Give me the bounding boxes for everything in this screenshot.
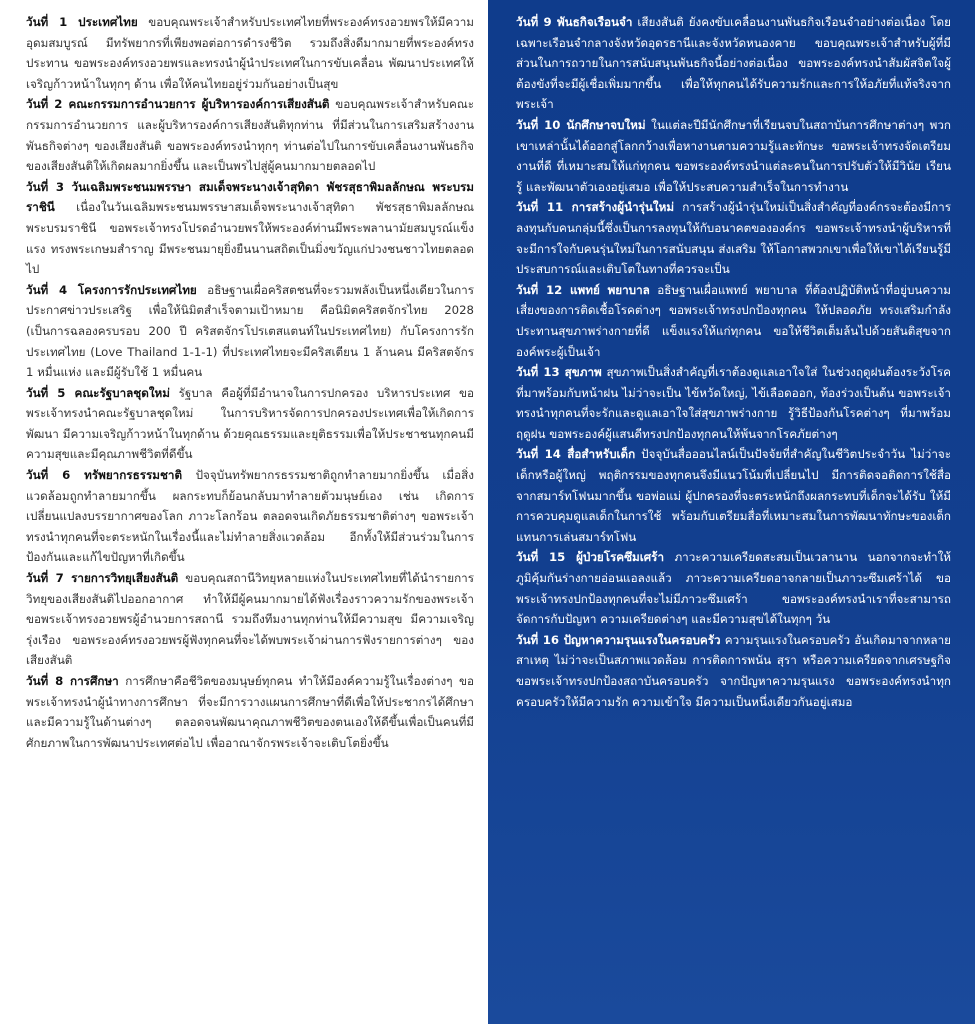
day-text: ขอบคุณสถานีวิทยุหลายแห่งในประเทศไทยที่ได้นำรายการวิทยุของเสียงสันติไปออกอากาศ ทำให้มีผู้คนมากมายได้ฟังเรื่องราวความรักของพระเจ้า ขอพระเจ้าทรงอวยพรผู้อำนวยการสถานี รวมถึงทีมงานทุกท่านให้มีความสุข มีความเจริญรุ่งเรือง ขอพระองค์ทรงอวยพรผู้ฟังทุกคนที่จะได้พบพระเจ้าผ่านการฟังรายการต่างๆ ของเสียงสันติ (26, 571, 474, 668)
prayer-day-8 (26, 671, 474, 753)
day-title: วันที่ 7 รายการวิทยุเสียงสันติ (26, 571, 179, 586)
prayer-day-5 (26, 383, 474, 465)
day-text: ขอบคุณพระเจ้าสำหรับคณะกรรมการอำนวยการ และผู้บริหารองค์การเสียงสันติทุกท่าน ที่มีส่วนในการเสริมสร้างงานพันธกิจต่างๆ ของเสียงสันติ ขอพระองค์ทรงนำทุกๆ ท่านต่อไปในการขับเคลื่อนงานพันธกิจของเสียงสันติให้เกิดผลมากยิ่งขึ้น และเป็นพรไปสู่ผู้คนมากมายตลอดไป (26, 97, 474, 174)
day-title: วันที่ 13 สุขภาพ (516, 365, 602, 380)
right-column (488, 0, 975, 1024)
day-title: วันที่ 10 นักศึกษาจบใหม่ (516, 117, 646, 132)
day-title: วันที่ 15 ผู้ป่วยโรคซึมเศร้า (516, 550, 665, 565)
day-text: เนื่องในวันเฉลิมพระชนมพรรษาสมเด็จพระนางเจ้าสุทิดา พัชรสุธาพิมลลักษณ พระบรมราชินี ขอพระเจ้าทรงโปรดอำนวยพรให้พระองค์ท่านมีพระพลานามัยสมบูรณ์แข็งแรง ทรงพระเกษมสำราญ มีพระชนมายุยิ่งยืนนานสถิตเป็นมิ่งขวัญแก่ปวงชนชาวไทยตลอดไป (26, 200, 474, 277)
prayer-day-3 (26, 177, 474, 280)
prayer-day-1 (26, 12, 474, 94)
prayer-day-6 (26, 465, 474, 568)
day-title: วันที่ 1 ประเทศไทย (26, 15, 138, 29)
day-text: ปัจจุบันสื่อออนไลน์เป็นปัจจัยที่สำคัญในชีวิตประจำวัน ไม่ว่าจะเด็กหรือผู้ใหญ่ พฤติกรรมของทุกคนจึงมีแนวโน้มที่เปลี่ยนไป มีการติดจอติดการใช้สื่อจากสมาร์ทโฟนมากขึ้น ขอพ่อแม่ ผู้ปกครองที่จะตระหนักถึงผลกระทบที่เด็กจะได้รับ ให้มีการควบคุมดูแลเด็กในการใช้ พร้อมกับเตรียมสื่อที่เหมาะสมในการพัฒนาทักษะของเด็กแทนการเล่นสมาร์ทโฟน (516, 447, 952, 544)
day-title: วันที่ 6 ทรัพยากรธรรมชาติ (26, 468, 183, 483)
day-text: ภาวะความเครียดสะสมเป็นเวลานาน นอกจากจะทำให้ภูมิคุ้มกันร่างกายอ่อนแอลงแล้ว ภาวะความเครียดอาจกลายเป็นภาวะซึมเศร้าได้ ขอพระเจ้าทรงปกป้องทุกคนที่จะไม่มีภาวะซึมเศร้า ขอพระองค์ทรงนำเราที่จะสามารถจัดการกับปัญหา ความเครียดต่างๆ และมีความสุขได้ในทุกๆ วัน (516, 550, 951, 627)
day-text: ในแต่ละปีมีนักศึกษาที่เรียนจบในสถาบันการศึกษาต่างๆ พวกเขาเหล่านั้นได้ออกสู่โลกกว้างเพื่อหางานตามความรู้และทักษะ ขอพระเจ้าทรงจัดเตรียมงานที่ดี ที่เหมาะสมให้แก่ทุกคน ขอพระองค์ทรงนำแต่ละคนในการปรับตัวให้มีวินัย เรียนรู้ และพัฒนาตัวเองอยู่เสมอ เพื่อให้ประสบความสำเร็จในการทำงาน (516, 117, 952, 194)
prayer-day-13 (516, 362, 951, 444)
prayer-day-11 (516, 197, 951, 279)
prayer-day-7 (26, 568, 474, 671)
day-text: ความรุนแรงในครอบครัว อันเกิดมาจากหลายสาเหตุ ไม่ว่าจะเป็นสภาพแวดล้อม การติดการพนัน สุรา หรือความเครียดจากเศรษฐกิจ ขอพระเจ้าทรงปกป้องสถาบันครอบครัว จากปัญหาความรุนแรง ขอพระองค์ทรงนำทุกครอบครัวให้มีความรัก ความเข้าใจ มีความเป็นหนึ่งเดียวกันอยู่เสมอ (516, 632, 951, 709)
prayer-day-10 (516, 115, 951, 197)
day-text: การศึกษาคือชีวิตของมนุษย์ทุกคน ทำให้มีองค์ความรู้ในเรื่องต่างๆ ขอพระเจ้าทรงนำผู้นำทางการศึกษา ที่จะมีการวางแผนการศึกษาที่ดีเพื่อให้ประชากรได้ศึกษาและมีความรู้ในด้านต่างๆ ตลอดจนพัฒนาคุณภาพชีวิตของตนเองให้ดีขึ้นเพื่อเป็นคนที่มีศักยภาพในการพัฒนาประเทศต่อไป เพื่ออาณาจักรพระเจ้าจะเติบโตยิ่งขึ้น (26, 674, 474, 750)
day-text: อธิษฐานเผื่อคริสตชนที่จะรวมพลังเป็นหนึ่งเดียวในการประกาศข่าวประเสริฐ เพื่อให้นิมิตสำเร็จตามเป้าหมาย คือนิมิตคริสตจักรไทย 2028 (เป็นการฉลองครบรอบ 200 ปี คริสตจักรโปรเตสแตนท์ในประเทศไทย) กับโครงการรักประเทศไทย (Love Thailand 1-1-1) ที่ประเทศไทยจะมีคริสเตียน 1 ล้านคน มีคริสตจักร 1 หมื่นแห่ง และมีผู้รับใช้ 1 หมื่นคน (26, 282, 474, 380)
prayer-day-2 (26, 94, 474, 176)
day-title: วันที่ 11 การสร้างผู้นำรุ่นใหม่ (516, 200, 675, 215)
prayer-day-16 (516, 630, 951, 712)
day-title: วันที่ 14 สื่อสำหรับเด็ก (516, 447, 636, 462)
day-title: วันที่ 2 คณะกรรมการอำนวยการ ผู้บริหารองค์การเสียงสันติ (26, 97, 330, 112)
day-title: วันที่ 12 แพทย์ พยาบาล (516, 282, 650, 297)
day-title: วันที่ 8 การศึกษา (26, 674, 119, 688)
day-text: เสียงสันติ ยังคงขับเคลื่อนงานพันธกิจเรือนจำอย่างต่อเนื่อง โดยเฉพาะเรือนจำกลางจังหวัดอุดรธานีและจังหวัดหนองคาย ขอบคุณพระเจ้าสำหรับผู้ที่มีส่วนในการถวายในการสนับสนุนพันธกิจนี้อย่างต่อเนื่อง ขอพระองค์ทรงนำสัมผัสจิตใจผู้ต้องขังที่จะมีผู้เชื่อเพิ่มมากขึ้น เพื่อให้ทุกคนได้รับความรักและการให้อภัยที่แท้จริงจากพระเจ้า (516, 15, 951, 112)
day-title: วันที่ 16 ปัญหาความรุนแรงในครอบครัว (516, 632, 721, 647)
day-text: ขอบคุณพระเจ้าสำหรับประเทศไทยที่พระองค์ทรงอวยพรให้มีความอุดมสมบูรณ์ มีทรัพยากรที่เพียงพอต่อการดำรงชีวิต รวมถึงสิ่งดีมากมายที่พระองค์ทรงประทาน ขอพระองค์ทรงอวยพรและทรงนำผู้นำประเทศในการขับเคลื่อน พัฒนาประเทศให้เจริญก้าวหน้าในทุกๆ ด้าน เพื่อให้คนไทยอยู่ร่วมกันอย่างเป็นสุข (26, 15, 474, 91)
day-text: สุขภาพเป็นสิ่งสำคัญที่เราต้องดูแลเอาใจใส่ ในช่วงฤดูฝนต้องระวังโรคที่มาพร้อมกับหน้าฝน ไม่ว่าจะเป็น ไข้หวัดใหญ่, ไข้เลือดออก, ท้องร่วงเป็นต้น ขอพระเจ้าทรงนำทุกคนที่จะรักและดูแลเอาใจใส่สุขภาพร่างกาย รู้วิธีป้องกันโรคต่างๆ ที่มาพร้อมฤดูฝน ขอพระองค์ผู้แสนดีทรงปกป้องทุกคนให้พ้นจากโรคภัยต่างๆ (516, 365, 951, 441)
day-title: วันที่ 4 โครงการรักประเทศไทย (26, 282, 197, 297)
day-text: รัฐบาล คือผู้ที่มีอำนาจในการปกครอง บริหารประเทศ ขอพระเจ้าทรงนำคณะรัฐบาลชุดใหม่ ในการบริหารจัดการปกครองประเทศเพื่อให้เกิดการพัฒนา มีความเจริญก้าวหน้าในทุกด้าน ด้วยคุณธรรมและยุติธรรมเพื่อให้ประชาชนทุกคนมีความสุขและมีคุณภาพชีวิตที่ดีขึ้น (26, 385, 474, 462)
prayer-day-4 (26, 280, 474, 383)
day-title: วันที่ 9 พันธกิจเรือนจำ (516, 15, 633, 29)
day-text: ปัจจุบันทรัพยากรธรรมชาติถูกทำลายมากยิ่งขึ้น เมื่อสิ่งแวดล้อมถูกทำลายมากขึ้น ผลกระทบก็ย้อนกลับมาทำลายตัวมนุษย์เอง เช่น เกิดการเปลี่ยนแปลงบรรยากาศของโลก ภาวะโลกร้อน ตลอดจนเกิดภัยธรรมชาติต่างๆ ขอพระเจ้าทรงนำทุกคนที่จะตระหนักในเรื่องนี้และไม่ทำลายสิ่งแวดล้อม อีกทั้งให้มีส่วนร่วมในการป้องกันและแก้ไขปัญหาที่เกิดขึ้น (26, 468, 474, 565)
day-text: การสร้างผู้นำรุ่นใหม่เป็นสิ่งสำคัญที่องค์กรจะต้องมีการลงทุนกับคนกลุ่มนี้ซึ่งเป็นการลงทุนให้กับอนาคตขององค์กร ขอพระเจ้าทรงนำผู้บริหารที่จะมีการใจกับคนรุ่นใหม่ในการสนับสนุน ส่งเสริม ให้โอกาสพวกเขาเพื่อให้เขาได้เรียนรู้มีประสบการณ์และเติบโตในทางที่ควรจะเป็น (516, 200, 952, 277)
prayer-day-15 (516, 547, 951, 629)
day-title: วันที่ 3 วันเฉลิมพระชนมพรรษา สมเด็จพระนางเจ้าสุทิดา พัชรสุธาพิมลลักษณ พระบรมราชินี (26, 179, 474, 215)
day-title: วันที่ 5 คณะรัฐบาลชุดใหม่ (26, 385, 170, 400)
prayer-day-12 (516, 280, 951, 362)
day-text: อธิษฐานเผื่อแพทย์ พยาบาล ที่ต้องปฏิบัติหน้าที่อยู่บนความเสี่ยงของการติดเชื้อโรคต่างๆ ขอพระเจ้าทรงปกป้องทุกคน ให้ปลอดภัย ทรงเสริมกำลัง ประทานสุขภาพร่างกายที่ดี แข็งแรงให้แก่ทุกคน ขอให้ชีวิตเต็มล้นไปด้วยสันติสุขจากองค์พระผู้เป็นเจ้า (516, 282, 951, 359)
prayer-day-9 (516, 12, 951, 115)
prayer-day-14 (516, 444, 951, 547)
